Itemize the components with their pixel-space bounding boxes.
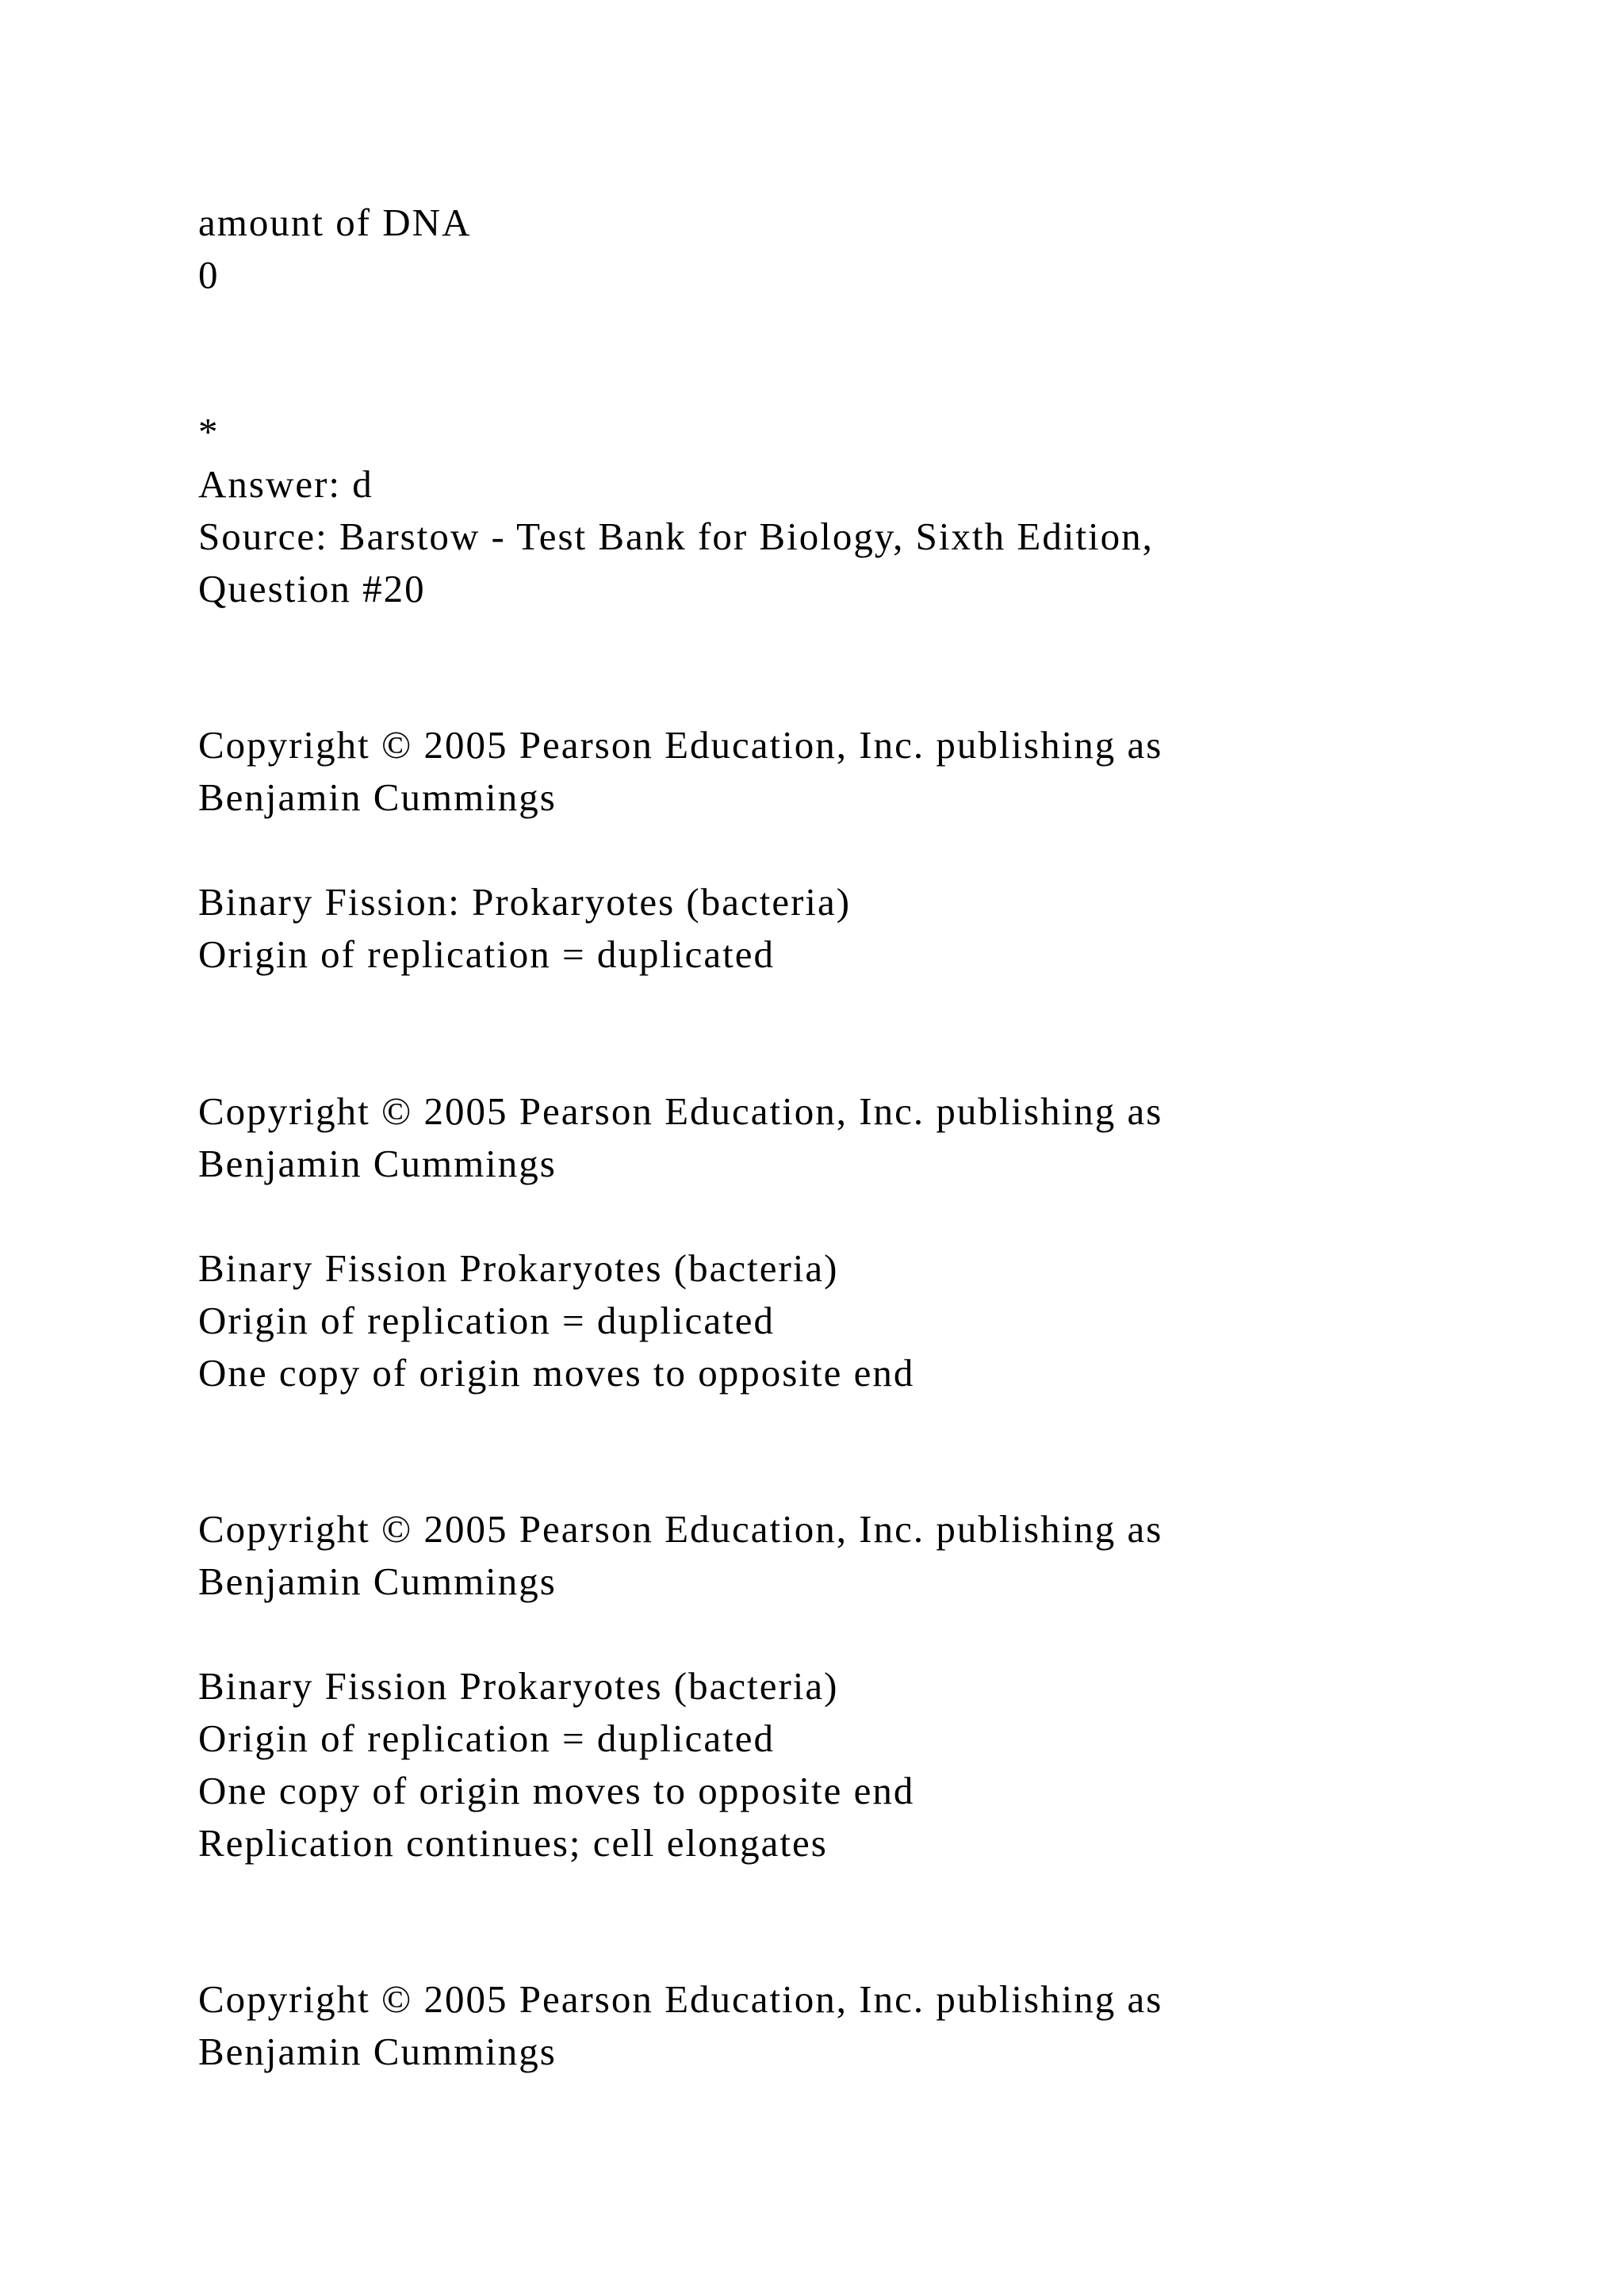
text-line-heading: Binary Fission Prokaryotes (bacteria)	[198, 1664, 839, 1708]
text-line-heading: Binary Fission: Prokaryotes (bacteria)	[198, 880, 852, 924]
text-line-amount-of-dna: amount of DNA	[198, 201, 472, 244]
text-line-publisher: Benjamin Cummings	[198, 775, 557, 819]
text-line-copyright: Copyright © 2005 Pearson Education, Inc. publishing as	[198, 1507, 1163, 1551]
text-line-bullet: Origin of replication = duplicated	[198, 1716, 775, 1760]
text-line-bullet: Origin of replication = duplicated	[198, 1299, 775, 1342]
text-line-bullet: One copy of origin moves to opposite end	[198, 1351, 915, 1395]
text-line-copyright: Copyright © 2005 Pearson Education, Inc. publishing as	[198, 1977, 1163, 2021]
text-line-copyright: Copyright © 2005 Pearson Education, Inc. publishing as	[198, 1089, 1163, 1133]
text-line-copyright: Copyright © 2005 Pearson Education, Inc. publishing as	[198, 723, 1163, 767]
text-line-heading: Binary Fission Prokaryotes (bacteria)	[198, 1246, 839, 1290]
text-line-publisher: Benjamin Cummings	[198, 2030, 557, 2073]
text-line-publisher: Benjamin Cummings	[198, 1142, 557, 1185]
text-line-bullet: Origin of replication = duplicated	[198, 932, 775, 976]
text-line-bullet: Replication continues; cell elongates	[198, 1821, 828, 1865]
text-line-bullet: One copy of origin moves to opposite end	[198, 1769, 915, 1812]
text-line-question: Question #20	[198, 567, 426, 610]
text-line-zero: 0	[198, 253, 220, 297]
text-line-publisher: Benjamin Cummings	[198, 1559, 557, 1603]
text-line-answer: Answer: d	[198, 462, 373, 506]
text-line-source: Source: Barstow - Test Bank for Biology, Sixth Edition,	[198, 515, 1154, 558]
text-line-asterisk: *	[198, 410, 220, 453]
